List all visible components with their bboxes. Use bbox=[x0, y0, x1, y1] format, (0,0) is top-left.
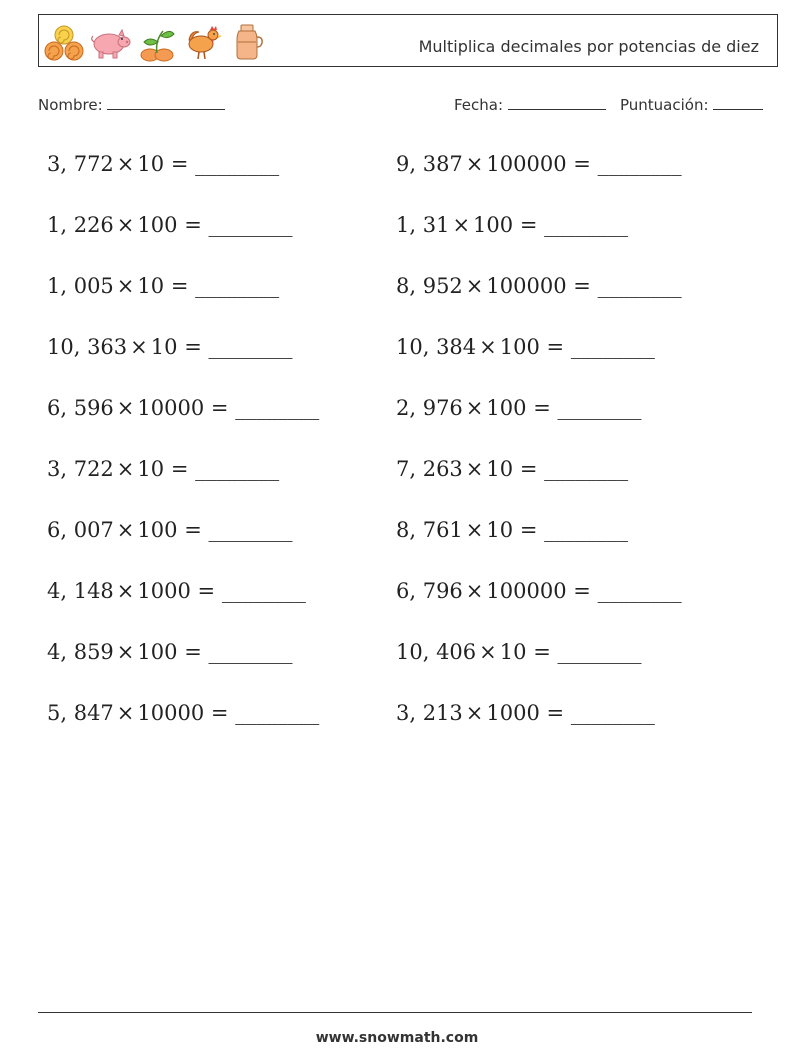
problem-power-of-ten: 100 bbox=[486, 396, 527, 420]
equals-symbol: = bbox=[170, 152, 189, 176]
problem-row bbox=[47, 518, 292, 542]
problem-decimal: 5, 847 bbox=[47, 701, 114, 725]
problem-row bbox=[47, 213, 292, 237]
worksheet-header bbox=[38, 14, 778, 67]
problem-power-of-ten: 10 bbox=[137, 152, 165, 176]
problem-power-of-ten: 10 bbox=[137, 457, 165, 481]
problem-decimal: 10, 363 bbox=[47, 335, 128, 359]
problem-row bbox=[396, 701, 655, 725]
problem-decimal: 1, 31 bbox=[396, 213, 450, 237]
problem-row bbox=[47, 640, 292, 664]
times-symbol: × bbox=[452, 213, 471, 237]
times-symbol: × bbox=[116, 518, 135, 542]
times-symbol: × bbox=[116, 640, 135, 664]
problem-row bbox=[47, 152, 279, 176]
problem-decimal: 4, 148 bbox=[47, 579, 114, 603]
equals-symbol: = bbox=[573, 579, 591, 603]
problem-power-of-ten: 100000 bbox=[486, 274, 567, 298]
times-symbol: × bbox=[465, 518, 484, 542]
date-field bbox=[454, 95, 606, 114]
problem-power-of-ten: 1000 bbox=[137, 579, 191, 603]
answer-blank[interactable]: ________ bbox=[544, 457, 629, 481]
times-symbol: × bbox=[465, 274, 484, 298]
problem-power-of-ten: 10 bbox=[150, 335, 178, 359]
equals-symbol: = bbox=[573, 152, 591, 176]
times-symbol: × bbox=[116, 213, 135, 237]
answer-blank[interactable]: ________ bbox=[195, 274, 280, 298]
times-symbol: × bbox=[116, 396, 135, 420]
problem-row bbox=[396, 274, 682, 298]
equals-symbol: = bbox=[519, 518, 538, 542]
header-icons bbox=[43, 19, 265, 65]
problem-power-of-ten: 100 bbox=[137, 518, 178, 542]
answer-blank[interactable]: ________ bbox=[557, 640, 642, 664]
times-symbol: × bbox=[465, 457, 484, 481]
problem-row bbox=[396, 213, 628, 237]
problem-power-of-ten: 10 bbox=[486, 518, 514, 542]
problem-power-of-ten: 100 bbox=[499, 335, 540, 359]
footer-divider bbox=[38, 1012, 752, 1013]
problem-row bbox=[47, 335, 292, 359]
problem-row bbox=[47, 579, 306, 603]
problem-row bbox=[47, 457, 279, 481]
problem-row bbox=[47, 701, 319, 725]
equals-symbol: = bbox=[533, 396, 551, 420]
hay-bales-icon bbox=[43, 22, 85, 62]
problem-power-of-ten: 100 bbox=[137, 213, 178, 237]
problem-power-of-ten: 100000 bbox=[486, 152, 567, 176]
problem-decimal: 3, 772 bbox=[47, 152, 114, 176]
score-blank bbox=[713, 95, 763, 110]
problem-decimal: 4, 859 bbox=[47, 640, 114, 664]
problem-row bbox=[396, 335, 655, 359]
equals-symbol: = bbox=[184, 213, 202, 237]
problem-power-of-ten: 10 bbox=[499, 640, 527, 664]
answer-blank[interactable]: ________ bbox=[221, 579, 306, 603]
equals-symbol: = bbox=[210, 396, 229, 420]
answer-blank[interactable]: ________ bbox=[235, 701, 320, 725]
equals-symbol: = bbox=[546, 701, 565, 725]
answer-blank[interactable]: ________ bbox=[208, 213, 293, 237]
equals-symbol: = bbox=[533, 640, 551, 664]
equals-symbol: = bbox=[170, 457, 189, 481]
answer-blank[interactable]: ________ bbox=[195, 152, 280, 176]
problem-power-of-ten: 100000 bbox=[486, 579, 567, 603]
score-field bbox=[620, 95, 763, 114]
problem-decimal: 7, 263 bbox=[396, 457, 463, 481]
score-label: Puntuación: bbox=[620, 96, 709, 114]
plant-sprout-icon bbox=[137, 22, 177, 62]
equals-symbol: = bbox=[519, 457, 538, 481]
problem-power-of-ten: 10000 bbox=[137, 701, 205, 725]
answer-blank[interactable]: ________ bbox=[597, 579, 682, 603]
equals-symbol: = bbox=[546, 335, 565, 359]
answer-blank[interactable]: ________ bbox=[557, 396, 642, 420]
date-label: Fecha: bbox=[454, 96, 504, 114]
times-symbol: × bbox=[116, 701, 135, 725]
problem-power-of-ten: 100 bbox=[473, 213, 514, 237]
equals-symbol: = bbox=[184, 518, 202, 542]
footer-url: www.snowmath.com bbox=[315, 1030, 479, 1046]
name-field bbox=[38, 95, 225, 114]
times-symbol: × bbox=[465, 152, 484, 176]
equals-symbol: = bbox=[184, 640, 202, 664]
problem-decimal: 1, 226 bbox=[47, 213, 114, 237]
answer-blank[interactable]: ________ bbox=[544, 518, 629, 542]
problem-power-of-ten: 10 bbox=[486, 457, 514, 481]
problem-power-of-ten: 100 bbox=[137, 640, 178, 664]
rooster-icon bbox=[181, 22, 225, 62]
times-symbol: × bbox=[116, 579, 135, 603]
equals-symbol: = bbox=[170, 274, 189, 298]
problem-row bbox=[396, 518, 628, 542]
answer-blank[interactable]: ________ bbox=[597, 274, 682, 298]
worksheet-title: Multiplica decimales por potencias de diez bbox=[418, 37, 759, 56]
problem-decimal: 2, 976 bbox=[396, 396, 463, 420]
answer-blank[interactable]: ________ bbox=[235, 396, 320, 420]
problem-row bbox=[396, 396, 641, 420]
times-symbol: × bbox=[116, 457, 135, 481]
answer-blank[interactable]: ________ bbox=[570, 335, 655, 359]
problem-power-of-ten: 1000 bbox=[486, 701, 540, 725]
equals-symbol: = bbox=[184, 335, 202, 359]
answer-blank[interactable]: ________ bbox=[544, 213, 629, 237]
times-symbol: × bbox=[116, 274, 135, 298]
problem-row bbox=[47, 396, 319, 420]
answer-blank[interactable]: ________ bbox=[195, 457, 280, 481]
problem-power-of-ten: 10 bbox=[137, 274, 165, 298]
problem-decimal: 1, 005 bbox=[47, 274, 114, 298]
problem-decimal: 6, 796 bbox=[396, 579, 463, 603]
answer-blank[interactable]: ________ bbox=[597, 152, 682, 176]
equals-symbol: = bbox=[197, 579, 216, 603]
date-blank bbox=[508, 95, 606, 110]
problem-row bbox=[396, 457, 628, 481]
times-symbol: × bbox=[479, 640, 497, 664]
times-symbol: × bbox=[116, 152, 135, 176]
problem-decimal: 8, 761 bbox=[396, 518, 463, 542]
problem-row bbox=[396, 152, 682, 176]
answer-blank[interactable]: ________ bbox=[570, 701, 655, 725]
problem-decimal: 6, 007 bbox=[47, 518, 114, 542]
answer-blank[interactable]: ________ bbox=[208, 335, 293, 359]
problem-row bbox=[47, 274, 279, 298]
equals-symbol: = bbox=[573, 274, 591, 298]
times-symbol: × bbox=[465, 701, 484, 725]
equals-symbol: = bbox=[519, 213, 538, 237]
name-label: Nombre: bbox=[38, 96, 103, 114]
times-symbol: × bbox=[130, 335, 148, 359]
times-symbol: × bbox=[479, 335, 497, 359]
problem-decimal: 3, 722 bbox=[47, 457, 114, 481]
problem-row bbox=[396, 640, 641, 664]
answer-blank[interactable]: ________ bbox=[208, 518, 293, 542]
answer-blank[interactable]: ________ bbox=[208, 640, 293, 664]
problem-decimal: 10, 384 bbox=[396, 335, 477, 359]
problem-decimal: 8, 952 bbox=[396, 274, 463, 298]
pig-icon bbox=[89, 22, 133, 62]
problem-decimal: 3, 213 bbox=[396, 701, 463, 725]
name-blank bbox=[107, 95, 225, 110]
problem-decimal: 9, 387 bbox=[396, 152, 463, 176]
equals-symbol: = bbox=[210, 701, 229, 725]
problem-decimal: 6, 596 bbox=[47, 396, 114, 420]
times-symbol: × bbox=[465, 396, 484, 420]
milk-jug-icon bbox=[229, 22, 265, 62]
problem-power-of-ten: 10000 bbox=[137, 396, 205, 420]
problem-row bbox=[396, 579, 682, 603]
times-symbol: × bbox=[465, 579, 484, 603]
problem-decimal: 10, 406 bbox=[396, 640, 477, 664]
